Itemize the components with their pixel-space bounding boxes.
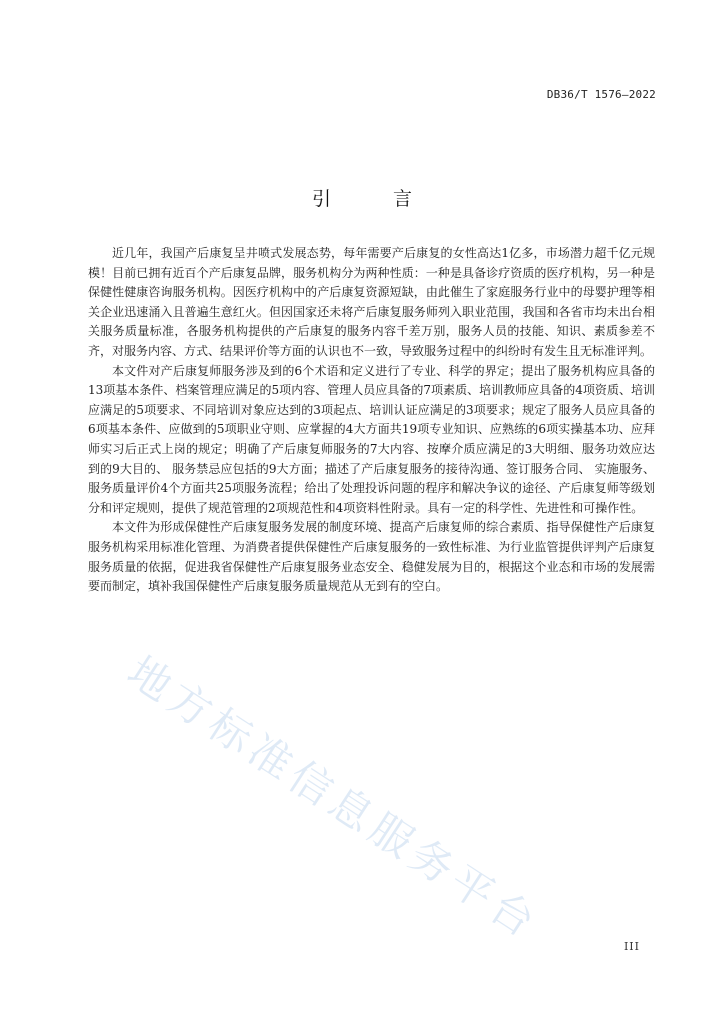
page-number: III <box>623 940 640 953</box>
paragraph: 近几年，我国产后康复呈井喷式发展态势，每年需要产后康复的女性高达1亿多，市场潜力超千亿元规模！目前已拥有近百个产后康复品牌，服务机构分为两种性质：一种是具备诊疗资质的医疗机构，另一种是保健性健康咨询服务机构。因医疗机构中的产后康复资源短缺，由此催生了家庭服务行业中的母婴护理等相关企业迅速涌入且普遍生意红火。但因国家还未将产后康复服务师列入职业范围，我国和各省市均未出台相关服务质量标准，各服务机构提供的产后康复的服务内容千差万别，服务人员的技能、知识、素质参差不齐，对服务内容、方式、结果评价等方面的认识也不一致，导致服务过程中的纠纷时有发生且无标准评判。 <box>88 246 655 358</box>
paragraph: 本文件对产后康复师服务涉及到的6个术语和定义进行了专业、科学的界定；提出了服务机构应具备的13项基本条件、档案管理应满足的5项内容、管理人员应具备的7项素质、培训教师应具备的4项资质、培训应满足的5项要求、不同培训对象应达到的3项起点、培训认证应满足的3项要求；规定了服务人员应具备的6项基本条件、应做到的5项职业守则、应掌握的4大方面共19项专业知识、应熟练的6项实操基本功、应拜师实习后正式上岗的规定；明确了产后康复师服务的7大内容、按摩介质应满足的3大明细、服务功效应达到的9大目的、 服务禁忌应包括的9大方面；描述了产后康复服务的接待沟通、签订服务合同、 实施服务、服务质量评价4个方面共25项服务流程；给出了处理投诉问题的程序和解决争议的途径、产后康复师等级划分和评定规则，提供了规范管理的2项规范性和4项资料性附录。具有一定的科学性、先进性和可操作性。 <box>88 363 656 515</box>
watermark: 地方标准信息服务平台 <box>118 646 549 950</box>
section-title: 引 言 <box>311 188 441 210</box>
paragraph: 本文件为形成保健性产后康复服务发展的制度环境、提高产后康复师的综合素质、指导保健性产后康复服务机构采用标准化管理、为消费者提供保健性产后康复服务的一致性标准、为行业监管提供评判产后康复服务质量的依据，促进我省保健性产后康复服务业态安全、稳健发展为目的，根据这个业态和市场的发展需要而制定，填补我国保健性产后康复服务质量规范从无到有的空白。 <box>88 520 655 594</box>
document-code: DB36/T 1576—2022 <box>546 88 656 101</box>
body-text <box>88 244 655 597</box>
